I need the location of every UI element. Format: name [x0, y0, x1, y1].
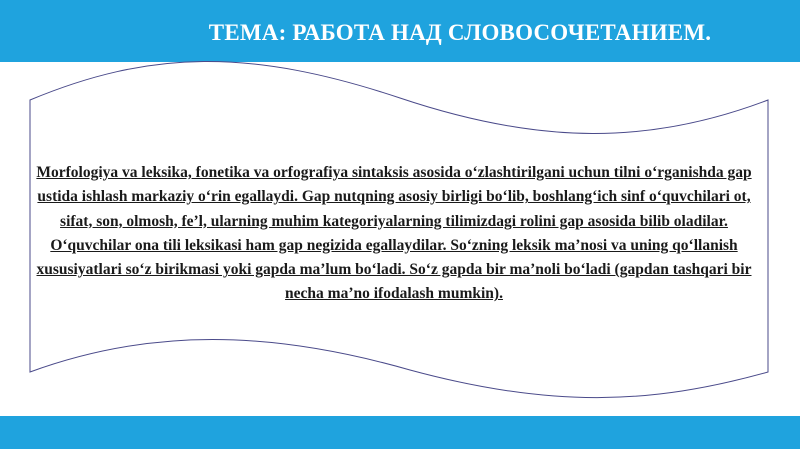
- slide-title: ТЕМА: РАБОТА НАД СЛОВОСОЧЕТАНИЕМ.: [208, 20, 712, 45]
- body-paragraph: Morfologiya va leksika, fonetika va orfografiya sintaksis asosida oʻzlashtirilgani uchun tilni oʻrganishda gap ustida ishlash markaziy oʻrin egallaydi. Gap nutqning asosiy birligi boʻlib, boshlangʻich sinf oʻquvchilari ot, sifat, son, olmosh, feʼl, ularning muhim kategoriyalarning tilimizdagi rolini gap asosida bilib oladilar. Oʻquvchilar ona tili leksikasi ham gap negizida egallaydilar. Soʻzning leksik maʼnosi va uning qoʻllanish xususiyatlari soʻz birikmasi yoki gapda maʼlum boʻladi. Soʻz gapda bir maʼnoli boʻladi (gapdan tashqari bir necha maʼno ifodalash mumkin).: [36, 164, 752, 303]
- footer-bar: [0, 416, 800, 449]
